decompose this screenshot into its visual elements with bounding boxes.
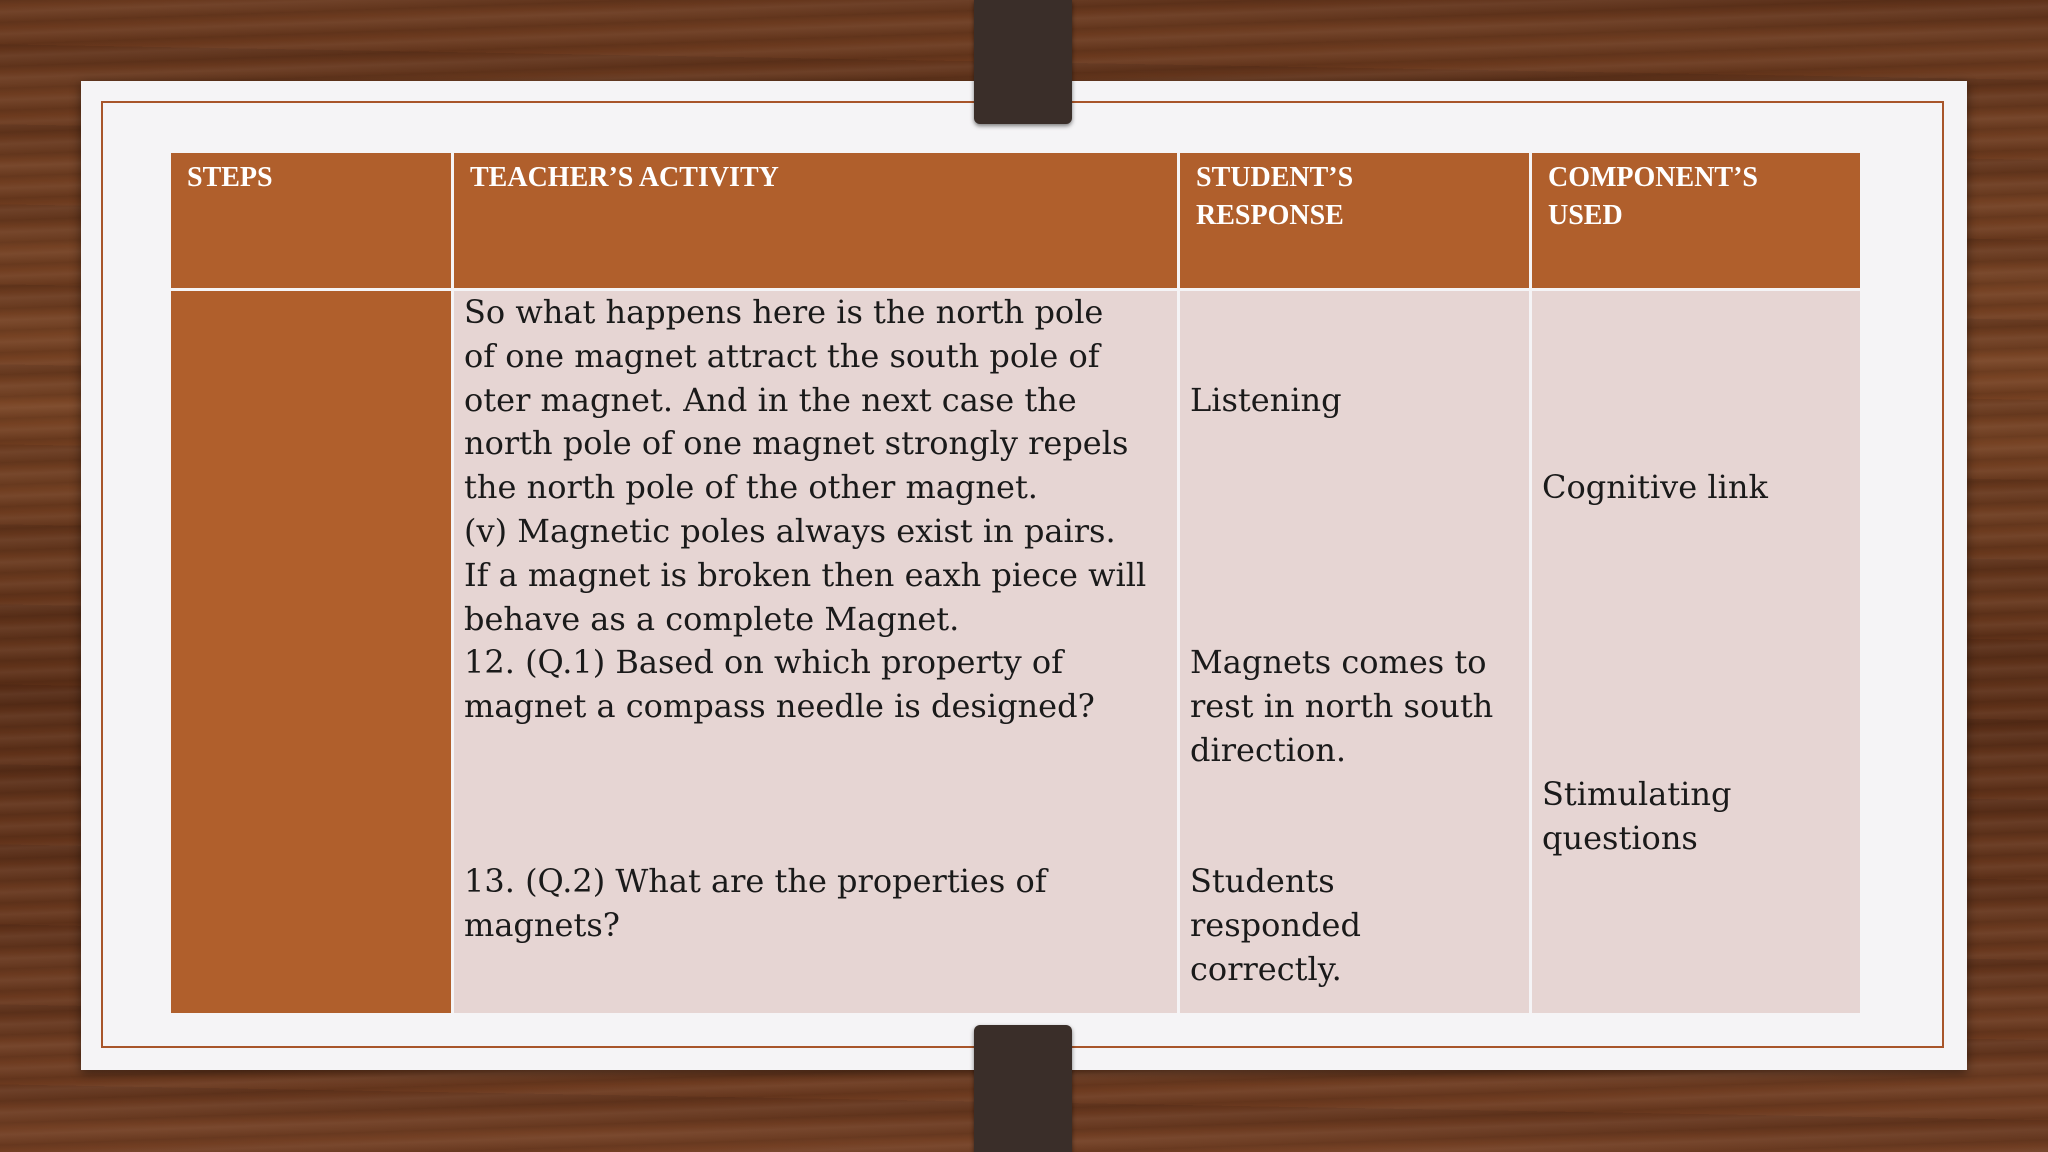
teacher-activity-line: If a magnet is broken then eaxh piece will — [464, 556, 1147, 594]
teacher-activity-line: behave as a complete Magnet. — [464, 600, 960, 638]
student-response-line: correctly. — [1190, 950, 1342, 988]
teacher-activity-line: of one magnet attract the south pole of — [464, 337, 1100, 375]
teacher-activity-line: magnets? — [464, 906, 620, 944]
teacher-activity-line: 12. (Q.1) Based on which property of — [464, 643, 1063, 681]
teacher-activity-line: 13. (Q.2) What are the properties of — [464, 862, 1047, 900]
header-steps: STEPS — [170, 152, 453, 290]
student-response-line: Listening — [1190, 381, 1342, 419]
binder-clip-bottom — [974, 1025, 1072, 1152]
student-response-line: Students — [1190, 862, 1335, 900]
student-response-line: Magnets comes to — [1190, 643, 1487, 681]
component-used-line: Cognitive link — [1542, 468, 1768, 506]
component-used-line: questions — [1542, 819, 1698, 857]
table-header-row — [170, 152, 1862, 290]
teacher-activity-line: So what happens here is the north pole — [464, 293, 1104, 331]
teacher-activity-line: oter magnet. And in the next case the — [464, 381, 1077, 419]
steps-cell — [170, 290, 453, 1015]
table-row — [170, 290, 1862, 1015]
component-used-line: Stimulating — [1542, 775, 1732, 813]
lesson-plan-table — [168, 150, 1863, 1016]
teacher-activity-line: north pole of one magnet strongly repels — [464, 424, 1129, 462]
student-response-cell — [1179, 290, 1531, 1015]
teacher-activity-line: the north pole of the other magnet. — [464, 468, 1038, 506]
student-response-line: responded — [1190, 906, 1361, 944]
header-component-used: COMPONENT’S USED — [1531, 152, 1862, 290]
header-teacher-activity: TEACHER’S ACTIVITY — [453, 152, 1179, 290]
student-response-line: direction. — [1190, 731, 1347, 769]
header-student-response: STUDENT’S RESPONSE — [1179, 152, 1531, 290]
component-used-cell — [1531, 290, 1862, 1015]
teacher-activity-line: magnet a compass needle is designed? — [464, 687, 1095, 725]
binder-clip-top — [974, 0, 1072, 124]
teacher-activity-cell — [453, 290, 1179, 1015]
student-response-line: rest in north south — [1190, 687, 1494, 725]
teacher-activity-line: (v) Magnetic poles always exist in pairs. — [464, 512, 1116, 550]
